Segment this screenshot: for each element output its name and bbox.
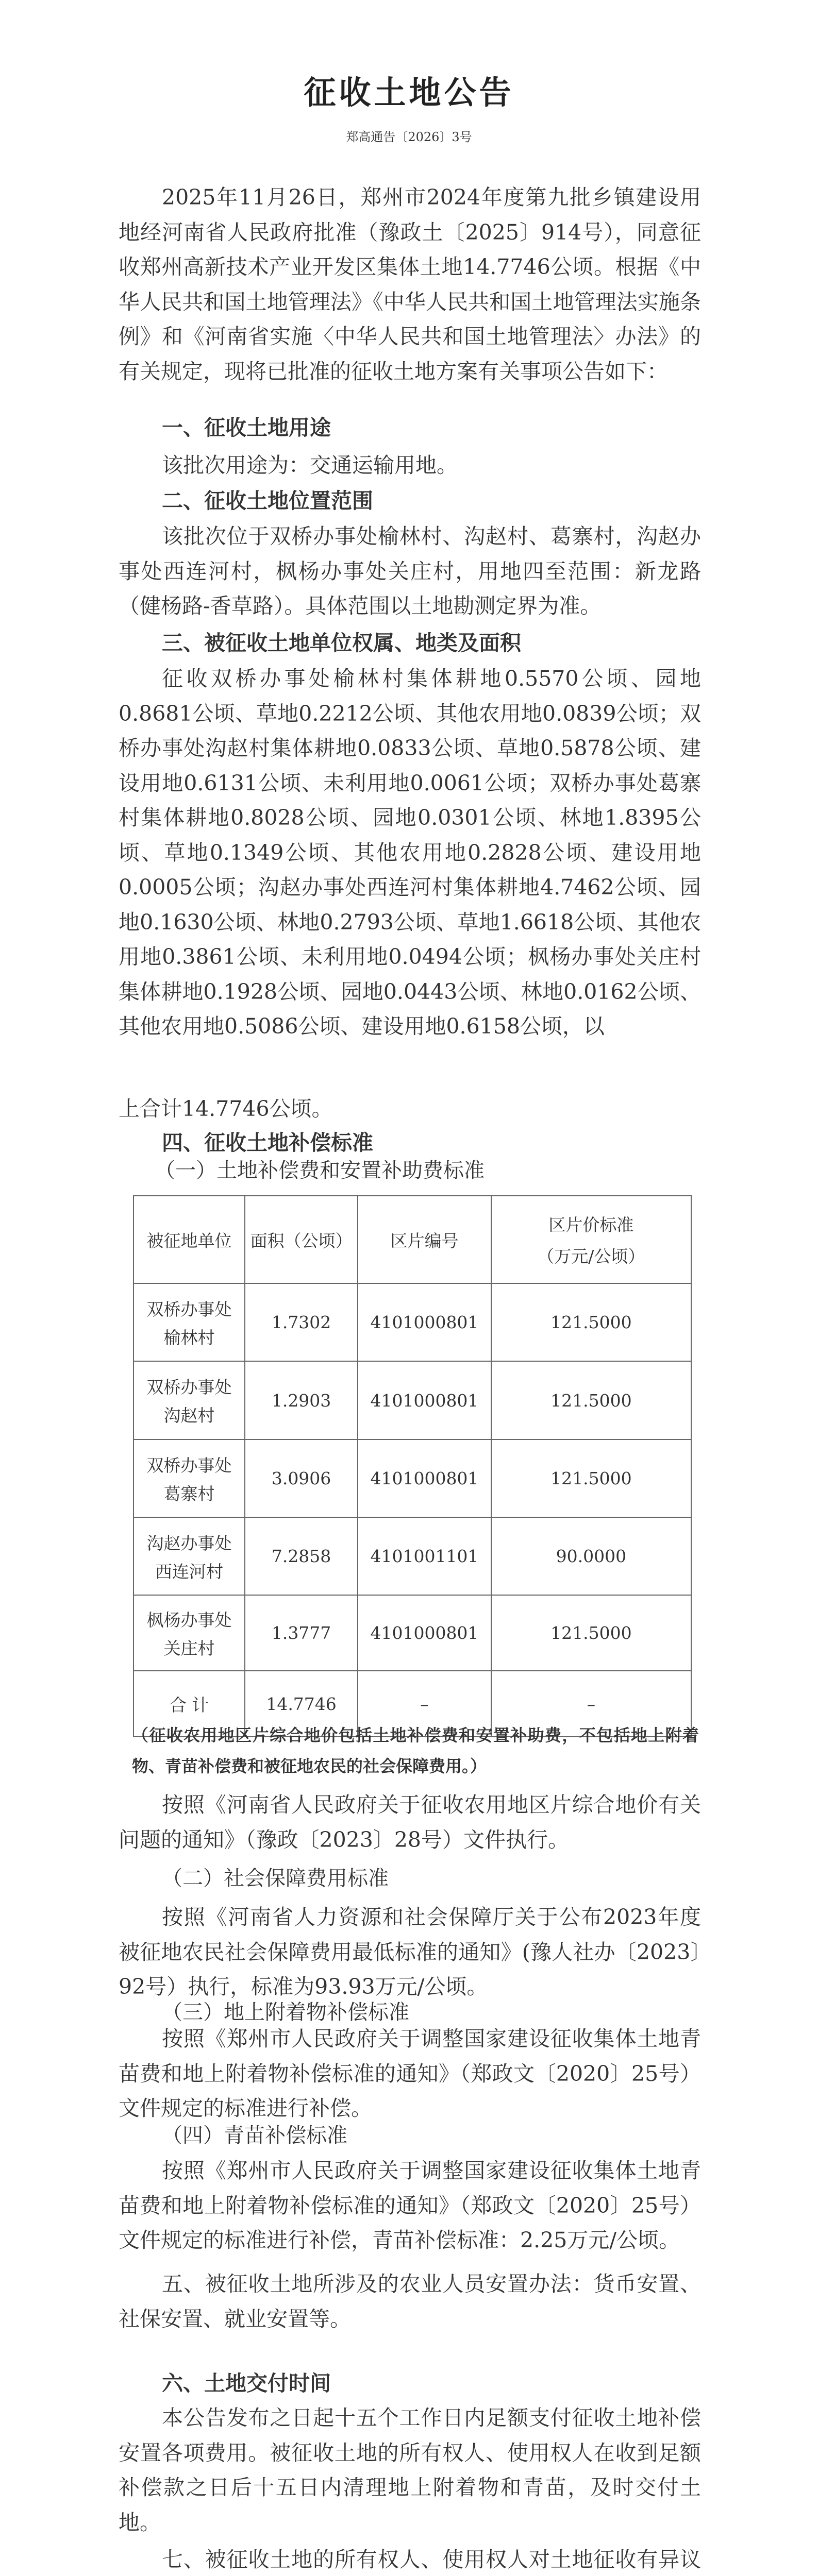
cell-unit: 双桥办事处 沟赵村 [133, 1361, 245, 1439]
section-2-body: 该批次位于双桥办事处榆林村、沟赵村、葛寨村，沟赵办事处西连河村，枫杨办事处关庄村，用地四至范围：新龙路（健杨路-香草路）。具体范围以土地勘测定界为准。 [119, 524, 701, 618]
table-row [133, 1595, 691, 1671]
cell-unit: 枫杨办事处 关庄村 [133, 1595, 245, 1671]
section-4-paragraph-2: 按照《河南省人力资源和社会保障厅关于公布2023年度被征地农民社会保障费用最低标准的通知》(豫人社办〔2023〕92号）执行，标准为93.93万元/公顷。 [119, 1905, 701, 1999]
table-row [133, 1361, 691, 1439]
cell-price: 121.5000 [491, 1595, 691, 1671]
header-unit: 被征地单位 [133, 1196, 245, 1283]
cell-area: 3.0906 [245, 1439, 358, 1517]
cell-unit: 沟赵办事处 西连河村 [133, 1517, 245, 1595]
cell-total-price: – [491, 1671, 691, 1737]
cell-total-label: 合 计 [133, 1671, 245, 1737]
section-6-body: 本公告发布之日起十五个工作日内足额支付征收土地补偿安置各项费用。被征收土地的所有权人、使用权人在收到足额补偿款之日后十五日内清理地上附着物和青苗，及时交付土地。 [119, 2405, 701, 2535]
cell-price: 121.5000 [491, 1361, 691, 1439]
section-4-subheading-4: （四）青苗补偿标准 [162, 2124, 347, 2147]
section-3-heading: 三、被征收土地单位权属、地类及面积 [162, 631, 521, 655]
document-number: 郑高通告〔2026〕3号 [346, 130, 472, 144]
cell-area: 1.2903 [245, 1361, 358, 1439]
section-3-body: 征收双桥办事处榆林村集体耕地0.5570公顷、园地0.8681公顷、草地0.2212公顷、其他农用地0.0839公顷；双桥办事处沟赵村集体耕地0.0833公顷、草地0.5878公顷、建设用地0.6131公顷、未利用地0.0061公顷；双桥办事处葛寨村集体耕地0.8028公顷、园地0.0301公顷、林地1.8395公顷、草地0.1349公顷、其他农用地0.2828公顷、建设用地0.0005公顷；沟赵办事处西连河村集体耕地4.7462公顷、园地0.1630公顷、林地0.2793公顷、草地1.6618公顷、其他农用地0.3861公顷、未利用地0.0494公顷；枫杨办事处关庄村集体耕地0.1928公顷、园地0.0443公顷、林地0.0162公顷、其他农用地0.5086公顷、建设用地0.6158公顷，以 [119, 666, 701, 1039]
section-4-subheading-1: （一）土地补偿费和安置补助费标准 [155, 1159, 485, 1182]
header-code: 区片编号 [358, 1196, 491, 1283]
section-3-total: 上合计14.7746公顷。 [119, 1096, 333, 1121]
cell-unit: 双桥办事处 葛寨村 [133, 1439, 245, 1517]
section-1-body: 该批次用途为：交通运输用地。 [162, 453, 458, 478]
page-title: 征收土地公告 [304, 74, 514, 111]
section-4-paragraph-3: 按照《郑州市人民政府关于调整国家建设征收集体土地青苗费和地上附着物补偿标准的通知》（郑政文〔2020〕25号）文件规定的标准进行补偿。 [119, 2026, 701, 2121]
table-row [133, 1517, 691, 1595]
cell-total-code: – [358, 1671, 491, 1737]
cell-price: 121.5000 [491, 1283, 691, 1361]
section-4-paragraph-4: 按照《郑州市人民政府关于调整国家建设征收集体土地青苗费和地上附着物补偿标准的通知》（郑政文〔2020〕25号）文件规定的标准进行补偿，青苗补偿标准：2.25万元/公顷。 [119, 2158, 701, 2252]
intro-paragraph: 2025年11月26日，郑州市2024年度第九批乡镇建设用地经河南省人民政府批准（豫政土〔2025〕914号），同意征收郑州高新技术产业开发区集体土地14.7746公顷。根据《中华人民共和国土地管理法》《中华人民共和国土地管理法实施条例》和《河南省实施〈中华人民共和国土地管理法〉办法》的有关规定，现将已批准的征收土地方案有关事项公告如下： [119, 185, 701, 384]
cell-code: 4101000801 [358, 1361, 491, 1439]
section-4-subheading-2: （二）社会保障费用标准 [162, 1867, 389, 1890]
table-note: （征收农用地区片综合地价包括土地补偿费和安置补助费，不包括地上附着物、青苗补偿费和被征地农民的社会保障费用。） [132, 1725, 699, 1776]
cell-area: 1.7302 [245, 1283, 358, 1361]
header-price: 区片价标准 （万元/公顷） [491, 1196, 691, 1283]
cell-code: 4101000801 [358, 1439, 491, 1517]
section-2-heading: 二、征收土地位置范围 [162, 488, 373, 513]
section-4-heading: 四、征收土地补偿标准 [162, 1130, 373, 1155]
table-header-row [133, 1196, 691, 1283]
section-4-subheading-3: （三）地上附着物补偿标准 [162, 2001, 409, 2024]
section-6-heading: 六、土地交付时间 [162, 2371, 331, 2396]
section-4-paragraph-1: 按照《河南省人民政府关于征收农用地区片综合地价有关问题的通知》（豫政〔2023〕28号）文件执行。 [119, 1792, 701, 1852]
cell-area: 1.3777 [245, 1595, 358, 1671]
cell-code: 4101001101 [358, 1517, 491, 1595]
table-row [133, 1439, 691, 1517]
compensation-table [133, 1195, 692, 1737]
cell-price: 121.5000 [491, 1439, 691, 1517]
cell-total-area: 14.7746 [245, 1671, 358, 1737]
section-7: 七、被征收土地的所有权人、使用权人对土地征收有异议 [162, 2547, 701, 2572]
section-1-heading: 一、征收土地用途 [162, 415, 331, 440]
cell-unit: 双桥办事处 榆林村 [133, 1283, 245, 1361]
header-area: 面积（公顷） [245, 1196, 358, 1283]
cell-price: 90.0000 [491, 1517, 691, 1595]
table-row [133, 1283, 691, 1361]
section-5: 五、被征收土地所涉及的农业人员安置办法：货币安置、社保安置、就业安置等。 [119, 2272, 701, 2331]
cell-area: 7.2858 [245, 1517, 358, 1595]
cell-code: 4101000801 [358, 1283, 491, 1361]
cell-code: 4101000801 [358, 1595, 491, 1671]
